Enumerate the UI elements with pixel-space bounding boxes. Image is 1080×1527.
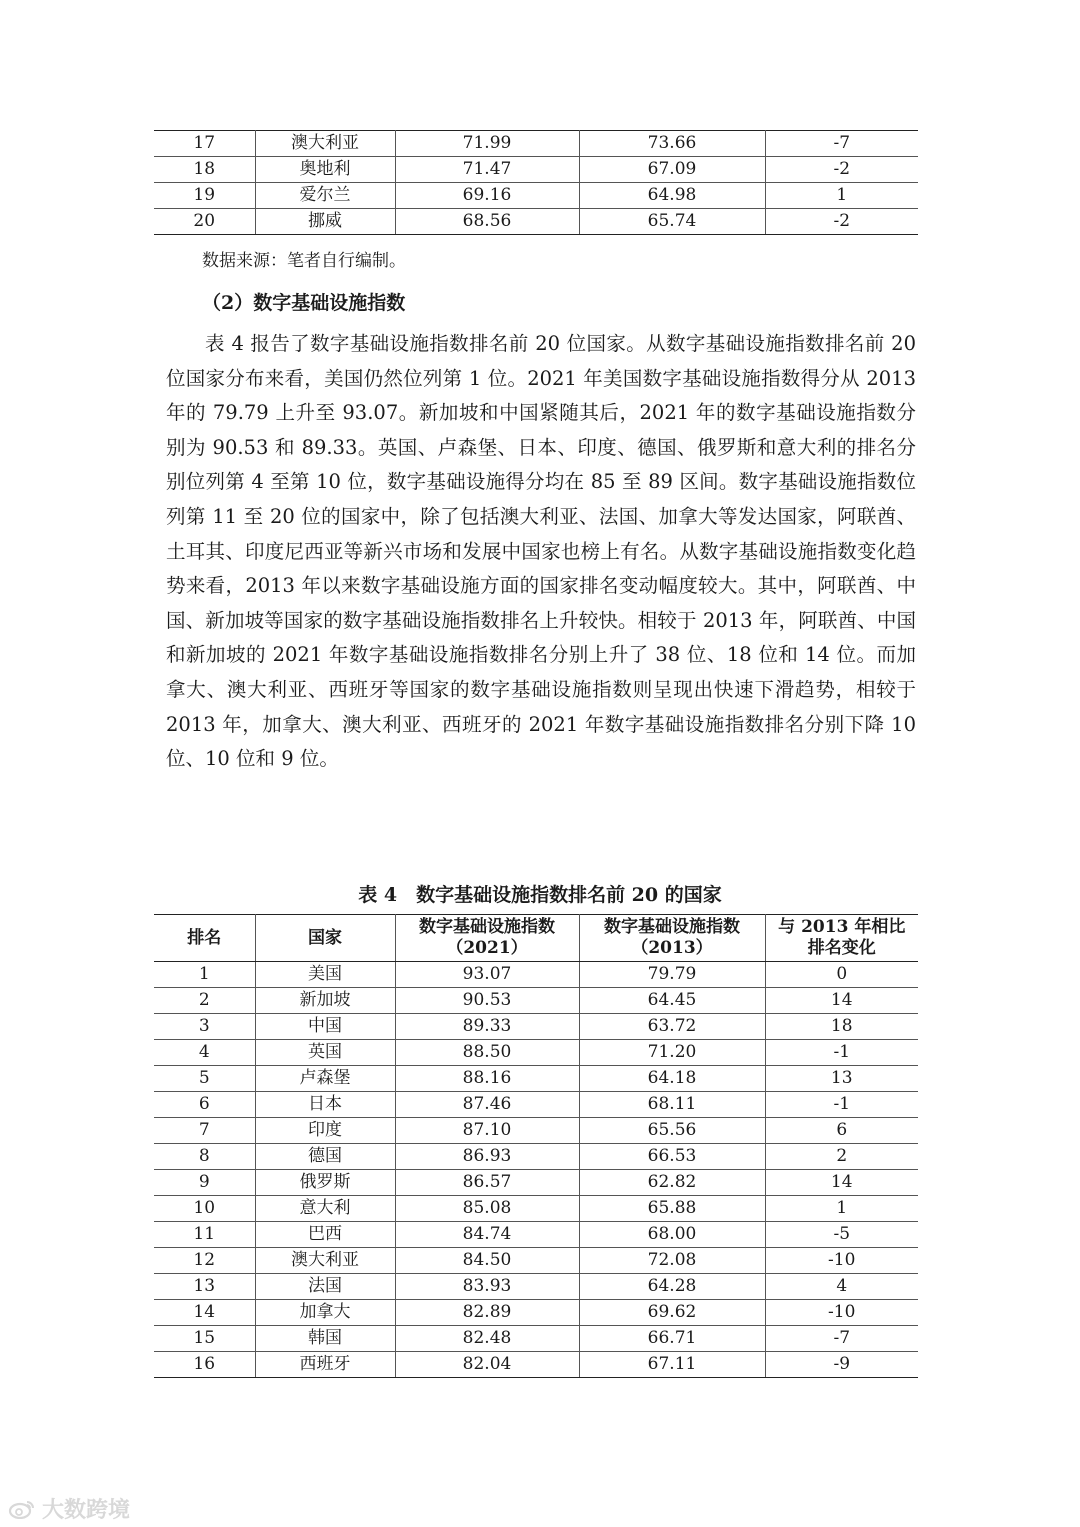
cell-score2021: 68.56 [395,209,579,235]
cell-rank: 15 [154,1326,255,1352]
table-row [154,131,918,157]
cell-change: -1 [765,1040,918,1066]
cell-score2013: 64.28 [579,1274,765,1300]
watermark [8,1493,130,1524]
table-row [154,1196,918,1222]
table-caption: 表 4 数字基础设施指数排名前 20 的国家 [358,884,722,906]
cell-change: -2 [765,209,918,235]
weibo-logo-icon [8,1499,36,1519]
table-row [154,988,918,1014]
top-table-body [154,131,918,235]
table-row [154,209,918,235]
cell-score2013: 66.71 [579,1326,765,1352]
cell-score2013: 65.88 [579,1196,765,1222]
cell-score2021: 86.93 [395,1144,579,1170]
cell-score2013: 72.08 [579,1248,765,1274]
cell-change: -9 [765,1352,918,1378]
cell-score2013: 66.53 [579,1144,765,1170]
cell-rank: 20 [154,209,255,235]
table-row [154,1066,918,1092]
cell-score2021: 93.07 [395,962,579,988]
cell-score2021: 82.04 [395,1352,579,1378]
cell-country: 意大利 [255,1196,395,1222]
cell-change: 14 [765,988,918,1014]
cell-country: 日本 [255,1092,395,1118]
header-country: 国家 [255,915,395,962]
cell-change: 14 [765,1170,918,1196]
cell-score2013: 68.11 [579,1092,765,1118]
cell-change: 6 [765,1118,918,1144]
table-row [154,1300,918,1326]
cell-rank: 5 [154,1066,255,1092]
cell-rank: 3 [154,1014,255,1040]
cell-change: -7 [765,1326,918,1352]
cell-country: 新加坡 [255,988,395,1014]
cell-country: 挪威 [255,209,395,235]
cell-score2013: 68.00 [579,1222,765,1248]
cell-rank: 1 [154,962,255,988]
cell-score2021: 71.99 [395,131,579,157]
cell-score2021: 89.33 [395,1014,579,1040]
cell-rank: 17 [154,131,255,157]
cell-score2013: 64.18 [579,1066,765,1092]
source-note: 数据来源：笔者自行编制。 [202,251,406,271]
header-row [154,915,918,962]
cell-rank: 12 [154,1248,255,1274]
cell-country: 德国 [255,1144,395,1170]
cell-rank: 9 [154,1170,255,1196]
body-paragraph: 表 4 报告了数字基础设施指数排名前 20 位国家。从数字基础设施指数排名前 20 位国家分布来看，美国仍然位列第 1 位。2021 年美国数字基础设施指数得分从 2013 年的 79.79 上升至 93.07。新加坡和中国紧随其后，2021 年的数字基础设施指数分别为 90.53 和 89.33。英国、卢森堡、日本、印度、德国、俄罗斯和意大利的排名分别位列第 4 至第 10 位，数字基础设施得分均在 85 至 89 区间。数字基础设施指数位列第 11 至 20 位的国家中，除了包括澳大利亚、法国、加拿大等发达国家，阿联酋、土耳其、印度尼西亚等新兴市场和发展中国家也榜上有名。从数字基础设施指数变化趋势来看，2013 年以来数字基础设施方面的国家排名变动幅度较大。其中，阿联酋、中国、新加坡等国家的数字基础设施指数排名上升较快。相较于 2013 年，阿联酋、中国和新加坡的 2021 年数字基础设施指数排名分别上升了 38 位、18 位和 14 位。而加拿大、澳大利亚、西班牙等国家的数字基础设施指数则呈现出快速下滑趋势，相较于 2013 年，加拿大、澳大利亚、西班牙的 2021 年数字基础设施指数排名分别下降 10 位、10 位和 9 位。 [166,332,916,771]
table-row [154,962,918,988]
table-row [154,1326,918,1352]
cell-change: -1 [765,1092,918,1118]
cell-change: 13 [765,1066,918,1092]
main-table [154,914,918,1378]
cell-score2013: 69.62 [579,1300,765,1326]
table-row [154,1040,918,1066]
header-score-2013 [579,915,765,962]
header-score-2021-line2: （2021） [446,938,528,958]
cell-change: 1 [765,183,918,209]
cell-rank: 6 [154,1092,255,1118]
cell-score2021: 88.50 [395,1040,579,1066]
header-change [765,915,918,962]
cell-score2021: 87.46 [395,1092,579,1118]
cell-rank: 13 [154,1274,255,1300]
cell-change: -10 [765,1248,918,1274]
table-row [154,1118,918,1144]
cell-score2013: 65.56 [579,1118,765,1144]
cell-score2021: 85.08 [395,1196,579,1222]
header-change-line2: 排名变化 [807,938,876,958]
header-score-2013-line2: （2013） [631,938,713,958]
section-heading: （2）数字基础设施指数 [202,292,406,314]
cell-country: 加拿大 [255,1300,395,1326]
cell-score2021: 83.93 [395,1274,579,1300]
cell-change: -5 [765,1222,918,1248]
table-row [154,183,918,209]
cell-country: 卢森堡 [255,1066,395,1092]
top-table [154,130,918,235]
cell-rank: 14 [154,1300,255,1326]
cell-country: 澳大利亚 [255,1248,395,1274]
cell-score2013: 67.11 [579,1352,765,1378]
table-row [154,1092,918,1118]
cell-country: 印度 [255,1118,395,1144]
cell-rank: 19 [154,183,255,209]
cell-country: 美国 [255,962,395,988]
cell-rank: 7 [154,1118,255,1144]
table-row [154,1144,918,1170]
cell-change: 18 [765,1014,918,1040]
cell-score2021: 84.74 [395,1222,579,1248]
cell-country: 巴西 [255,1222,395,1248]
table-row [154,1274,918,1300]
cell-change: -2 [765,157,918,183]
cell-score2021: 90.53 [395,988,579,1014]
main-table-body [154,962,918,1378]
watermark-text: 大数跨境 [42,1498,131,1523]
cell-change: 4 [765,1274,918,1300]
cell-score2013: 65.74 [579,209,765,235]
cell-score2013: 73.66 [579,131,765,157]
cell-country: 俄罗斯 [255,1170,395,1196]
header-change-line1: 与 2013 年相比 [778,917,906,937]
cell-rank: 8 [154,1144,255,1170]
cell-score2013: 71.20 [579,1040,765,1066]
cell-score2013: 79.79 [579,962,765,988]
header-score-2013-line1: 数字基础设施指数 [604,917,740,937]
header-score-2021-line1: 数字基础设施指数 [419,917,555,937]
cell-score2021: 82.89 [395,1300,579,1326]
cell-score2021: 71.47 [395,157,579,183]
cell-country: 韩国 [255,1326,395,1352]
table-row [154,1170,918,1196]
cell-change: -7 [765,131,918,157]
table-row [154,1352,918,1378]
cell-country: 英国 [255,1040,395,1066]
cell-country: 中国 [255,1014,395,1040]
table-row [154,1222,918,1248]
cell-score2021: 84.50 [395,1248,579,1274]
cell-score2021: 69.16 [395,183,579,209]
cell-rank: 11 [154,1222,255,1248]
cell-rank: 18 [154,157,255,183]
cell-score2013: 64.45 [579,988,765,1014]
cell-rank: 16 [154,1352,255,1378]
cell-rank: 4 [154,1040,255,1066]
cell-rank: 2 [154,988,255,1014]
cell-score2021: 87.10 [395,1118,579,1144]
cell-score2013: 63.72 [579,1014,765,1040]
cell-country: 爱尔兰 [255,183,395,209]
cell-country: 法国 [255,1274,395,1300]
cell-score2021: 82.48 [395,1326,579,1352]
cell-score2021: 86.57 [395,1170,579,1196]
table-row [154,157,918,183]
cell-country: 西班牙 [255,1352,395,1378]
cell-score2021: 88.16 [395,1066,579,1092]
cell-score2013: 64.98 [579,183,765,209]
cell-change: 0 [765,962,918,988]
cell-change: 2 [765,1144,918,1170]
table-row [154,1014,918,1040]
cell-score2013: 62.82 [579,1170,765,1196]
header-rank: 排名 [154,915,255,962]
cell-country: 澳大利亚 [255,131,395,157]
cell-rank: 10 [154,1196,255,1222]
cell-change: -10 [765,1300,918,1326]
cell-score2013: 67.09 [579,157,765,183]
cell-country: 奥地利 [255,157,395,183]
header-score-2021 [395,915,579,962]
table-row [154,1248,918,1274]
cell-change: 1 [765,1196,918,1222]
